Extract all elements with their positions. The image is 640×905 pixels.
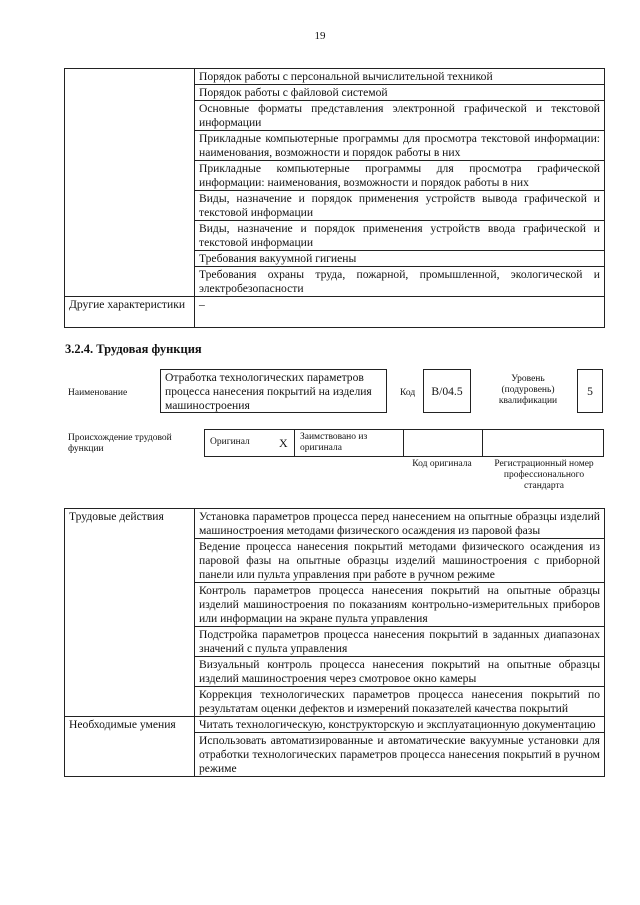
other-characteristics-label: Другие характеристики (65, 297, 195, 328)
reg-number-caption: Регистрационный номер профессионального стандарта (494, 459, 594, 491)
labor-action-item: Контроль параметров процесса нанесения покрытий на опытные образцы изделий машиностроения по показаниям контрольно-измерительных приборов или информации на экране пульта управления (195, 583, 605, 627)
function-name-box: Отработка технологических параметров процесса нанесения покрытий на изделия машиностроения (160, 369, 387, 413)
section-title: 3.2.4. Трудовая функция (65, 342, 202, 356)
knowledge-label-cell (65, 69, 195, 297)
labor-actions-label: Трудовые действия (65, 509, 195, 717)
knowledge-item: Порядок работы с файловой системой (195, 85, 605, 101)
original-mark: X (279, 436, 288, 450)
origin-divider (403, 430, 404, 456)
knowledge-item: Прикладные компьютерные программы для просмотра графической информации: наименования, возможности и порядок работы в них (195, 161, 605, 191)
origin-divider (482, 430, 483, 456)
knowledge-item: Основные форматы представления электронной графической и текстовой информации (195, 101, 605, 131)
skill-item: Читать технологическую, конструкторскую и эксплуатационную документацию (195, 717, 605, 733)
borrowed-label: Заимствовано из оригинала (300, 432, 368, 453)
labor-action-item: Подстройка параметров процесса нанесения покрытий в заданных диапазонах значений с пульта управления (195, 627, 605, 657)
knowledge-table (64, 68, 605, 328)
required-skills-label: Необходимые умения (65, 717, 195, 777)
skill-item: Использовать автоматизированные и автоматические вакуумные установки для отработки технологических параметров процесса нанесения покрытий в ручном режиме (195, 733, 605, 777)
knowledge-item: Виды, назначение и порядок применения устройств ввода графической и текстовой информации (195, 221, 605, 251)
original-label: Оригинал (210, 437, 250, 447)
labor-action-item: Визуальный контроль процесса нанесения покрытий на опытные образцы изделий машиностроения через смотровое окно камеры (195, 657, 605, 687)
knowledge-item: Требования охраны труда, пожарной, промышленной, экологической и электробезопасности (195, 267, 605, 297)
code-label: Код (400, 388, 416, 398)
labor-action-item: Коррекция технологических параметров процесса нанесения покрытий по результатам оценки дефектов и измерений показателей качества покрытий (195, 687, 605, 717)
labor-action-item: Ведение процесса нанесения покрытий методами физического осаждения из паровой фазы на опытные образцы изделий машиностроения с приборной панели или пульта управления при работе в ручном режиме (195, 539, 605, 583)
knowledge-item: Прикладные компьютерные программы для просмотра текстовой информации: наименования, возможности и порядок работы в них (195, 131, 605, 161)
knowledge-item: Требования вакуумной гигиены (195, 251, 605, 267)
labor-action-item: Установка параметров процесса перед нанесением на опытные образцы изделий машиностроения методами физического осаждения из паровой фазы (195, 509, 605, 539)
origin-divider (294, 430, 295, 456)
function-code-box: B/04.5 (423, 369, 471, 413)
code-original-caption: Код оригинала (412, 459, 472, 469)
knowledge-item: Виды, назначение и порядок применения устройств вывода графической и текстовой информации (195, 191, 605, 221)
level-label: Уровень (подуровень) квалификации (498, 374, 558, 406)
page-number: 19 (314, 30, 326, 42)
labor-function-table (64, 508, 605, 777)
origin-label: Происхождение трудовой функции (68, 433, 172, 454)
name-label: Наименование (68, 388, 128, 398)
level-box: 5 (577, 369, 603, 413)
knowledge-item: Порядок работы с персональной вычислительной техникой (195, 69, 605, 85)
other-characteristics-value: – (195, 297, 605, 328)
origin-table (204, 429, 604, 457)
